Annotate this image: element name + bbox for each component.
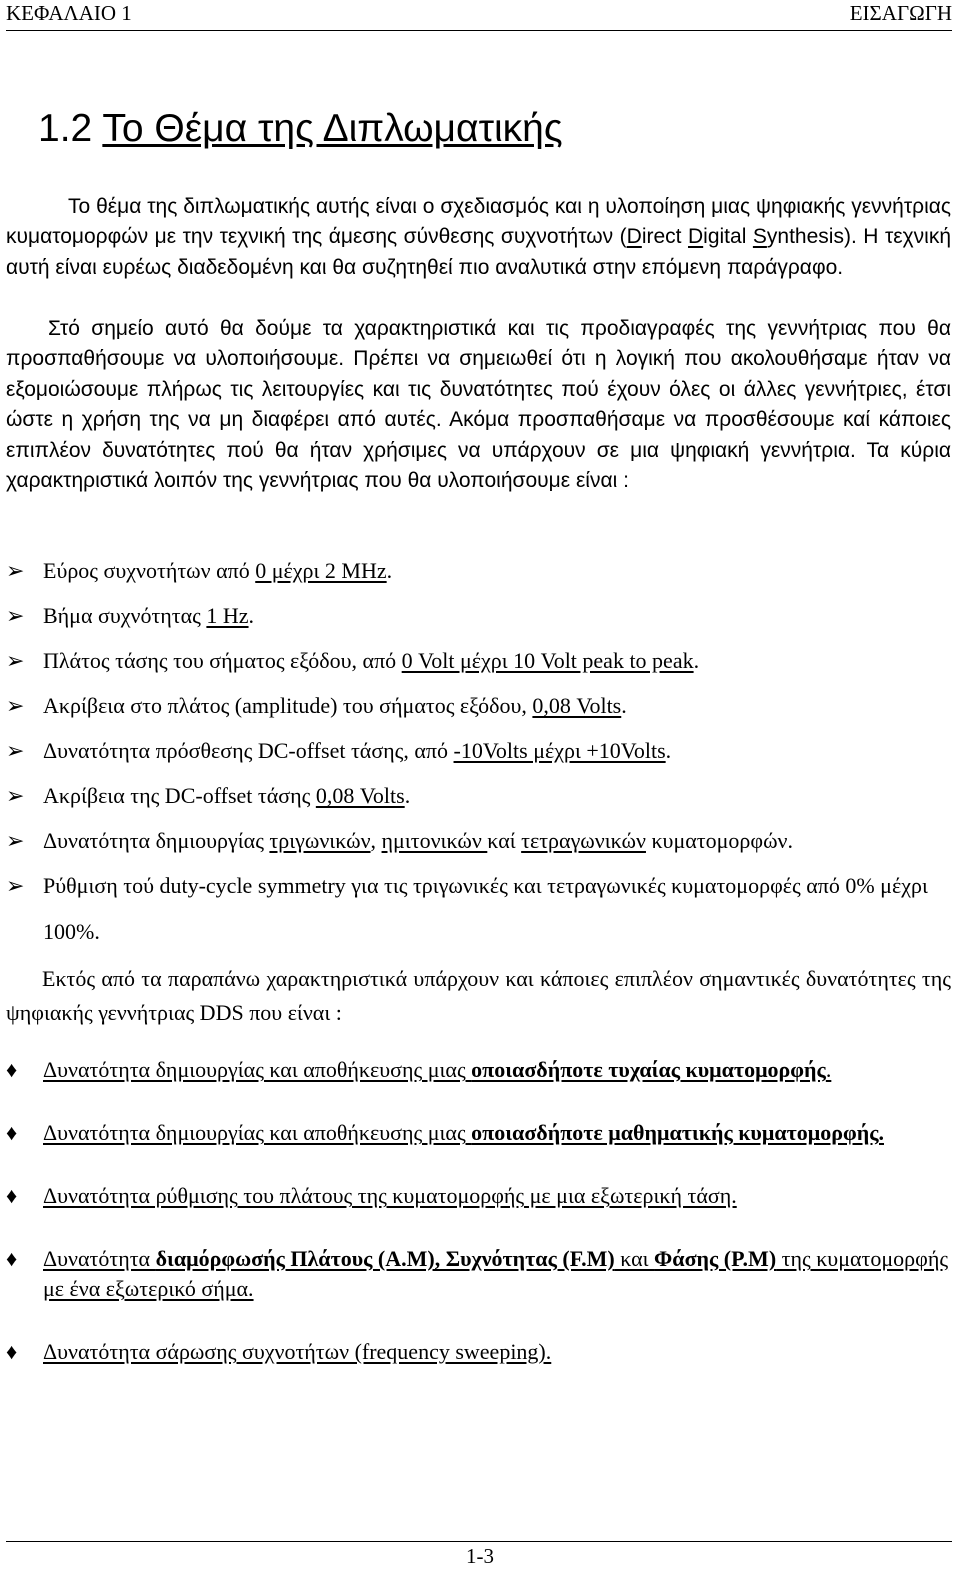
spec-item: ➢ Πλάτος τάσης του σήματος εξόδου, από 0 Volt μέχρι 10 Volt peak to peak. (6, 646, 951, 676)
arrow-bullet-icon: ➢ (6, 738, 25, 763)
section-number: 1.2 (38, 107, 93, 150)
diamond-bullet-icon: ♦ (6, 1339, 18, 1364)
spec-item: ➢ Ακρίβεια στο πλάτος (amplitude) του σήματος εξόδου, 0,08 Volts. (6, 691, 951, 721)
diamond-bullet-icon: ♦ (6, 1057, 18, 1082)
feature-item: ♦ Δυνατότητα δημιουργίας και αποθήκευσης μιας οποιασδήποτε τυχαίας κυματομορφής. (6, 1055, 951, 1085)
page-header (6, 0, 952, 31)
arrow-bullet-icon: ➢ (6, 828, 25, 853)
arrow-bullet-icon: ➢ (6, 783, 25, 808)
section-title (38, 101, 563, 157)
specs-list (6, 556, 951, 955)
spec-item: ➢ Ρύθμιση τού duty-cycle symmetry για τις τριγωνικές και τετραγωνικές κυματομορφές από 0% μέχρι 100%. (6, 863, 951, 955)
spec-item: ➢ Ακρίβεια της DC-offset τάσης 0,08 Volts. (6, 781, 951, 811)
arrow-bullet-icon: ➢ (6, 603, 25, 628)
spec-item: ➢ Βήμα συχνότητας 1 Hz. (6, 601, 951, 631)
arrow-bullet-icon: ➢ (6, 648, 25, 673)
feature-item: ♦ Δυνατότητα δημιουργίας και αποθήκευσης μιας οποιασδήποτε μαθηματικής κυματομορφής. (6, 1118, 951, 1148)
features-list (6, 1055, 951, 1367)
arrow-bullet-icon: ➢ (6, 558, 25, 583)
intro-paragraph-2: Στό σημείο αυτό θα δούμε τα χαρακτηριστικά και τις προδιαγραφές της γεννήτριας που θα προσπαθήσουμε να υλοποιήσουμε. Πρέπει να σημειωθεί ότι η λογική που ακολουθήσαμε ήταν να εξομοιώσουμε πλήρως τις λειτουργίες και τις δυνατότητες πού έχουν όλες οι άλλες γεννήτριες, έτσι ώστε η χρήση της να μη διαφέρει από αυτές. Ακόμα προσπαθήσαμε να προσθέσουμε καί κάποιες επιπλέον δυνατότητες πού θα ήταν χρήσιμες να υπάρχουν σε μια ψηφιακή γεννήτρια. Τα κύρια χαρακτηριστικά λοιπόν της γεννήτριας που θα υλοποιήσουμε είναι : (6, 317, 951, 493)
page-number: 1-3 (466, 1544, 494, 1568)
extra-intro-paragraph: Εκτός από τα παραπάνω χαρακτηριστικά υπάρχουν και κάποιες επιπλέον σημαντικές δυνατότητες της ψηφιακής γεννήτριας DDS που είναι : (6, 966, 951, 1025)
spec-item: ➢ Δυνατότητα δημιουργίας τριγωνικών, ημιτονικών καί τετραγωνικών κυματομορφών. (6, 826, 951, 856)
intro-paragraph-1: Το θέμα της διπλωματικής αυτής είναι ο σχεδιασμός και η υλοποίηση μιας ψηφιακής γεννήτριας κυματομορφών με την τεχνική της άμεσης σύνθεσης συχνοτήτων (Direct Digital Synthesis). Η τεχνική αυτή είναι ευρέως διαδεδομένη και θα συζητηθεί πιο αναλυτικά στην επόμενη παράγραφο. (6, 195, 951, 279)
spec-item: ➢ Εύρος συχνοτήτων από 0 μέχρι 2 MHz. (6, 556, 951, 586)
feature-item: ♦ Δυνατότητα διαμόρφωσής Πλάτους (A.M), Συχνότητας (F.M) και Φάσης (P.M) της κυματομορφής με ένα εξωτερικό σήμα. (6, 1246, 949, 1301)
diamond-bullet-icon: ♦ (6, 1246, 18, 1271)
footer-divider (6, 1541, 952, 1542)
spec-item: ➢ Δυνατότητα πρόσθεσης DC-offset τάσης, από -10Volts μέχρι +10Volts. (6, 736, 951, 766)
section-label: ΕΙΣΑΓΩΓΗ (849, 1, 952, 25)
chapter-label: ΚΕΦΑΛΑΙΟ 1 (6, 1, 132, 25)
section-title-text: Το Θέμα της Διπλωματικής (102, 107, 563, 150)
diamond-bullet-icon: ♦ (6, 1120, 18, 1145)
arrow-bullet-icon: ➢ (6, 693, 25, 718)
feature-item: ♦ Δυνατότητα ρύθμισης του πλάτους της κυματομορφής με μια εξωτερική τάση. (6, 1181, 951, 1211)
arrow-bullet-icon: ➢ (6, 873, 25, 898)
feature-item: ♦ Δυνατότητα σάρωσης συχνοτήτων (frequency sweeping). (6, 1337, 951, 1367)
diamond-bullet-icon: ♦ (6, 1183, 18, 1208)
